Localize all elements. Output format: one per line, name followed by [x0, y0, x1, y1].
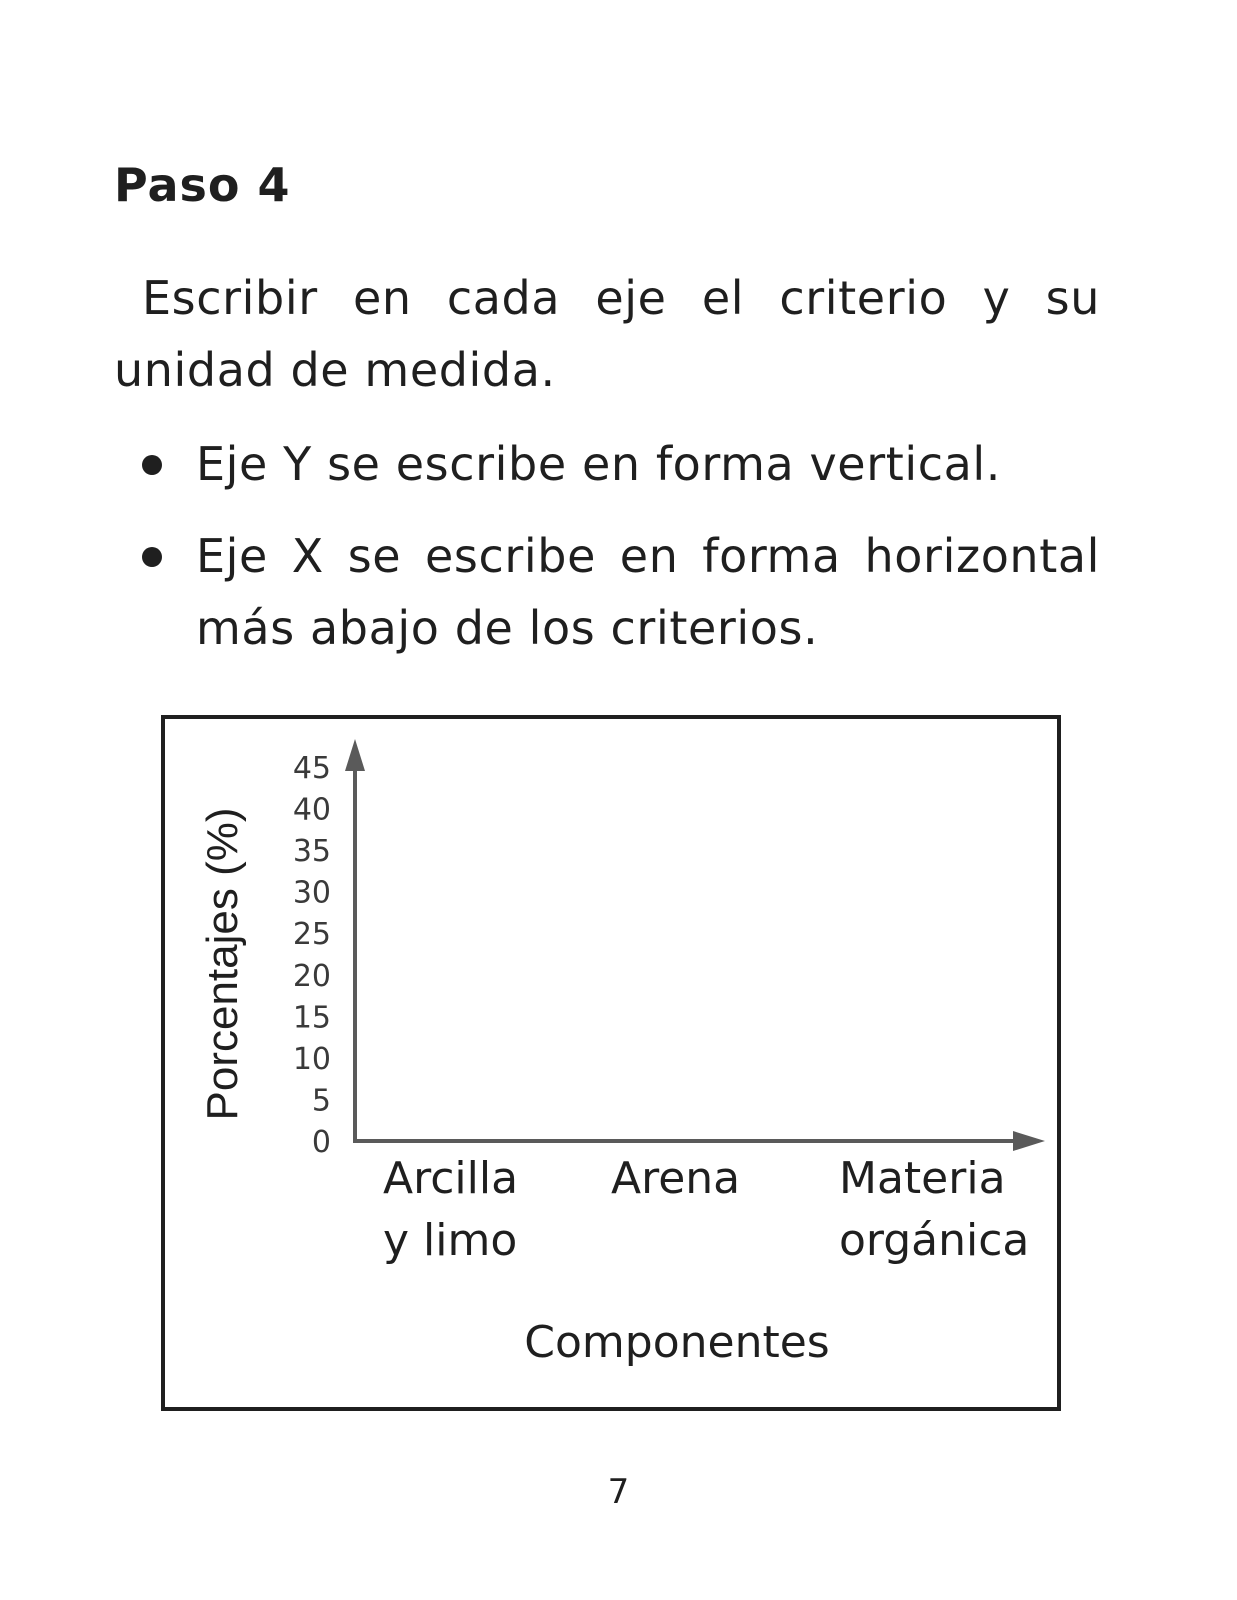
chart-svg: [165, 719, 1057, 1407]
bullet-item: [140, 520, 1100, 664]
y-tick-label: 20: [292, 958, 331, 994]
bullet-list: [140, 428, 1100, 684]
x-category-labels: [383, 1153, 1029, 1266]
x-category-label-line: Arcilla: [383, 1153, 519, 1204]
axes: [345, 739, 1045, 1151]
y-tick-label: 10: [292, 1041, 331, 1077]
y-tick-label: 5: [311, 1083, 331, 1119]
bullet-icon: [142, 547, 162, 567]
bullet-text: Eje X se escribe en forma horizontal más abajo de los criterios.: [196, 529, 1100, 655]
y-tick-label: 15: [292, 1000, 331, 1036]
y-tick-labels: [293, 751, 331, 1160]
chart-frame: [161, 715, 1061, 1411]
x-category-label-line: Arena: [611, 1153, 741, 1204]
y-tick-label: 25: [292, 917, 331, 953]
x-category-label-line: Materia: [839, 1153, 1006, 1204]
y-tick-label: 40: [292, 792, 331, 828]
x-category-label-line: orgánica: [839, 1215, 1030, 1266]
y-tick-label: 0: [311, 1125, 331, 1160]
bullet-icon: [142, 455, 162, 475]
x-category-label: [611, 1153, 740, 1204]
intro-paragraph: Escribir en cada eje el criterio y su unidad de medida.: [114, 271, 1100, 397]
y-tick-label: 35: [292, 834, 331, 870]
y-axis-arrow-icon: [345, 739, 365, 771]
page-number: 7: [607, 1472, 630, 1512]
x-category-label-line: y limo: [383, 1215, 518, 1266]
y-tick-label: 45: [292, 751, 331, 786]
step-title: Paso 4: [114, 158, 291, 212]
y-axis-title: Porcentajes (%): [198, 807, 247, 1121]
x-category-label: [839, 1153, 1029, 1266]
x-axis-title: Componentes: [524, 1317, 830, 1368]
x-category-label: [383, 1153, 518, 1266]
bullet-text: Eje Y se escribe en forma vertical.: [196, 437, 1002, 491]
x-axis-arrow-icon: [1013, 1131, 1045, 1151]
bullet-item: [140, 428, 1100, 500]
y-tick-label: 30: [292, 875, 331, 911]
